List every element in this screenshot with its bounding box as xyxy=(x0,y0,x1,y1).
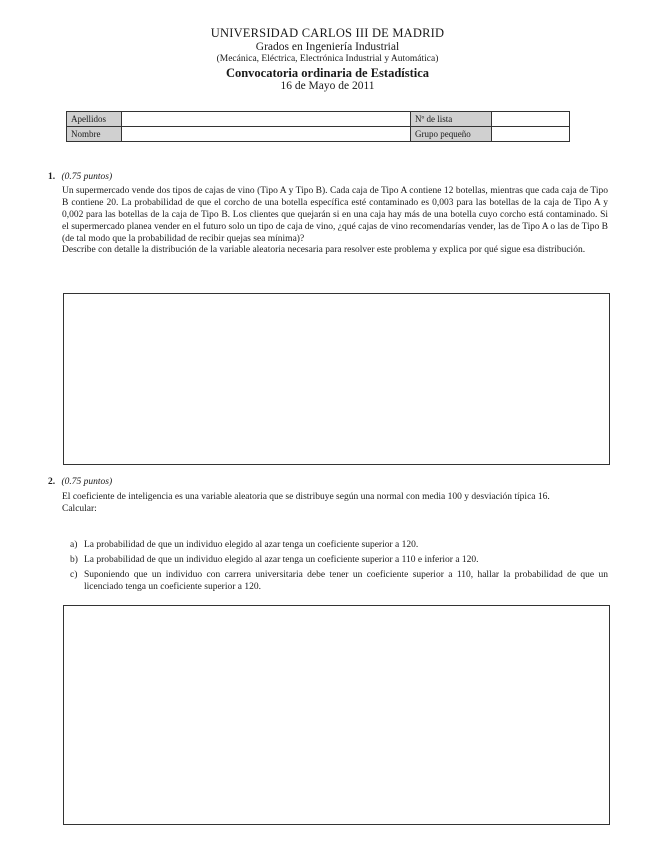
q2-item-b xyxy=(62,555,608,567)
q2-item-text: Suponiendo que un individuo con carrera universitaria debe tener un coeficiente superior a 110, hallar la probabilidad de que un licenciado tenga un coeficiente superior a 120. xyxy=(84,569,608,592)
exam-header xyxy=(0,26,655,94)
q1-number: 1. xyxy=(48,172,56,182)
name-label: Nombre xyxy=(67,127,122,142)
degree-specialties: (Mecánica, Eléctrica, Electrónica Industrial y Automática) xyxy=(216,54,439,65)
exam-title: Convocatoria ordinaria de Estadística xyxy=(225,65,430,80)
id-row-surname xyxy=(67,112,570,127)
q2-item-a xyxy=(62,540,608,552)
list-number-label: Nº de lista xyxy=(411,112,492,127)
q2-items xyxy=(62,540,608,597)
q2-paragraph-1: El coeficiente de inteligencia es una variable aleatoria que se distribuye según una normal con media 100 y desviación típica 16. xyxy=(62,492,550,502)
q1-answer-box[interactable] xyxy=(63,293,610,465)
q2-item-text: La probabilidad de que un individuo elegido al azar tenga un coeficiente superior a 120. xyxy=(84,540,419,550)
q2-item-text: La probabilidad de que un individuo elegido al azar tenga un coeficiente superior a 110 e inferior a 120. xyxy=(84,554,479,565)
small-group-label: Grupo pequeño xyxy=(411,127,492,142)
q2-paragraph-2: Calcular: xyxy=(62,503,97,514)
q1-points: (0.75 puntos) xyxy=(61,172,113,182)
list-number-field[interactable] xyxy=(492,112,570,127)
q2-statement xyxy=(62,492,608,516)
q1-statement xyxy=(62,186,608,257)
surname-field[interactable] xyxy=(122,112,411,127)
q2-points: (0.75 puntos) xyxy=(61,477,113,487)
name-field[interactable] xyxy=(122,127,411,142)
degree-name: Grados en Ingeniería Industrial xyxy=(255,40,400,53)
student-id-table xyxy=(66,111,570,142)
q2-answer-box[interactable] xyxy=(63,605,610,825)
q2-item-c xyxy=(62,570,608,594)
exam-date: 16 de Mayo de 2011 xyxy=(280,80,375,93)
q1-paragraph-1: Un supermercado vende dos tipos de cajas de vino (Tipo A y Tipo B). Cada caja de Tipo A contiene 12 botellas, mientras que cada caja de Tipo B contiene 20. La probabilidad de que el corcho de una botella específica esté contaminado es 0,003 para las botellas de la caja de Tipo A y 0,002 para las botellas de la caja de Tipo B. Los clientes que quejarán si en una caja hay más de una botella cuyo corcho está contaminado. Si el supermercado planea vender en el futuro solo un tipo de caja de vino, ¿qué cajas de vino recomendarías vender, las de Tipo A o las de Tipo B (de tal modo que la probabilidad de recibir quejas sea mínima)? xyxy=(62,186,608,244)
q1-title xyxy=(48,172,112,182)
q2-item-label: a) xyxy=(70,540,78,550)
q1-paragraph-2: Describe con detalle la distribución de la variable aleatoria necesaria para resolver este problema y explica por qué sigue esa distribución. xyxy=(62,245,586,256)
q2-item-label: b) xyxy=(70,554,78,565)
surname-label: Apellidos xyxy=(67,112,122,127)
q2-title xyxy=(48,477,112,487)
q2-item-label: c) xyxy=(70,569,78,580)
id-row-name xyxy=(67,127,570,142)
small-group-field[interactable] xyxy=(492,127,570,142)
q2-number: 2. xyxy=(48,477,56,487)
university-name: UNIVERSIDAD CARLOS III DE MADRID xyxy=(210,26,445,40)
